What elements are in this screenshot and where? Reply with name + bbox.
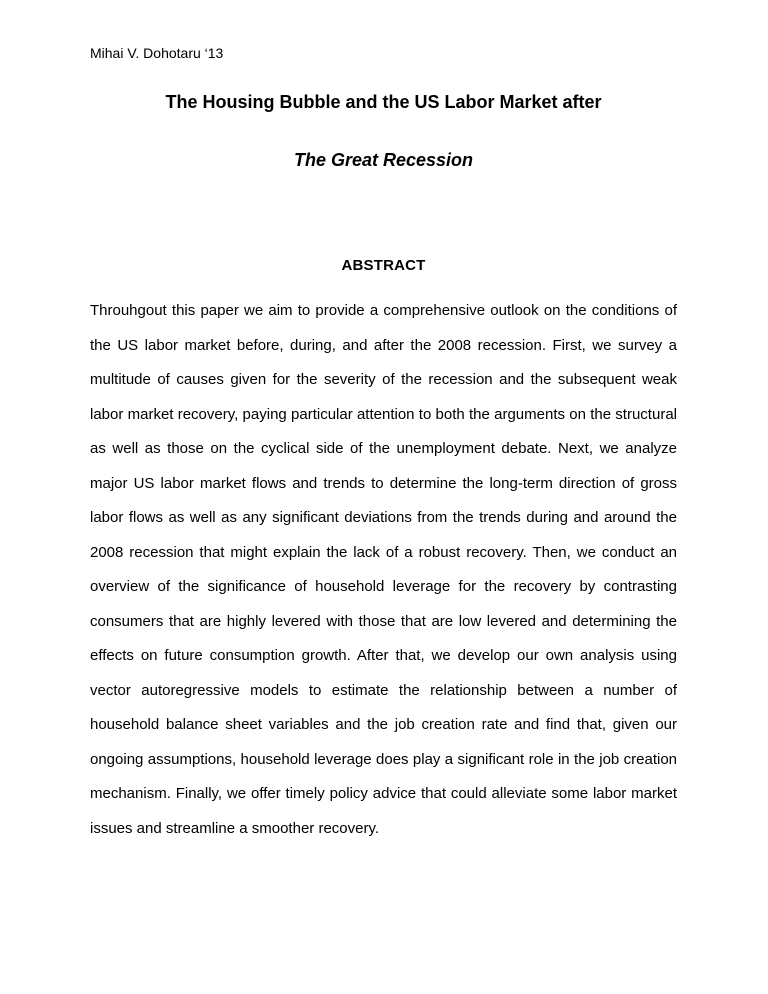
paper-title-line-2: The Great Recession bbox=[293, 150, 474, 170]
paper-title-line-1: The Housing Bubble and the US Labor Market after bbox=[165, 92, 602, 112]
abstract-heading: ABSTRACT bbox=[341, 257, 426, 274]
author-byline: Mihai V. Dohotaru ‘13 bbox=[90, 45, 224, 61]
abstract-paragraph: Throuhgout this paper we aim to provide a comprehensive outlook on the conditions of the US labor market before, during, and after the 2008 recession. First, we survey a multitude of causes given for the severity of the recession and the subsequent weak labor market recovery, paying particular attention to both the arguments on the structural as well as those on the cyclical side of the unemployment debate. Next, we analyze major US labor market flows and trends to determine the long-term direction of gross labor flows as well as any significant deviations from the trends during and around the 2008 recession that might explain the lack of a robust recovery. Then, we conduct an overview of the significance of household leverage for the recovery by contrasting consumers that are highly levered with those that are low levered and determining the effects on future consumption growth. After that, we develop our own analysis using vector autoregressive models to estimate the relationship between a number of household balance sheet variables and the job creation rate and find that, given our ongoing assumptions, household leverage does play a significant role in the job creation mechanism. Finally, we offer timely policy advice that could alleviate some labor market issues and streamline a smoother recovery. bbox=[90, 302, 677, 837]
